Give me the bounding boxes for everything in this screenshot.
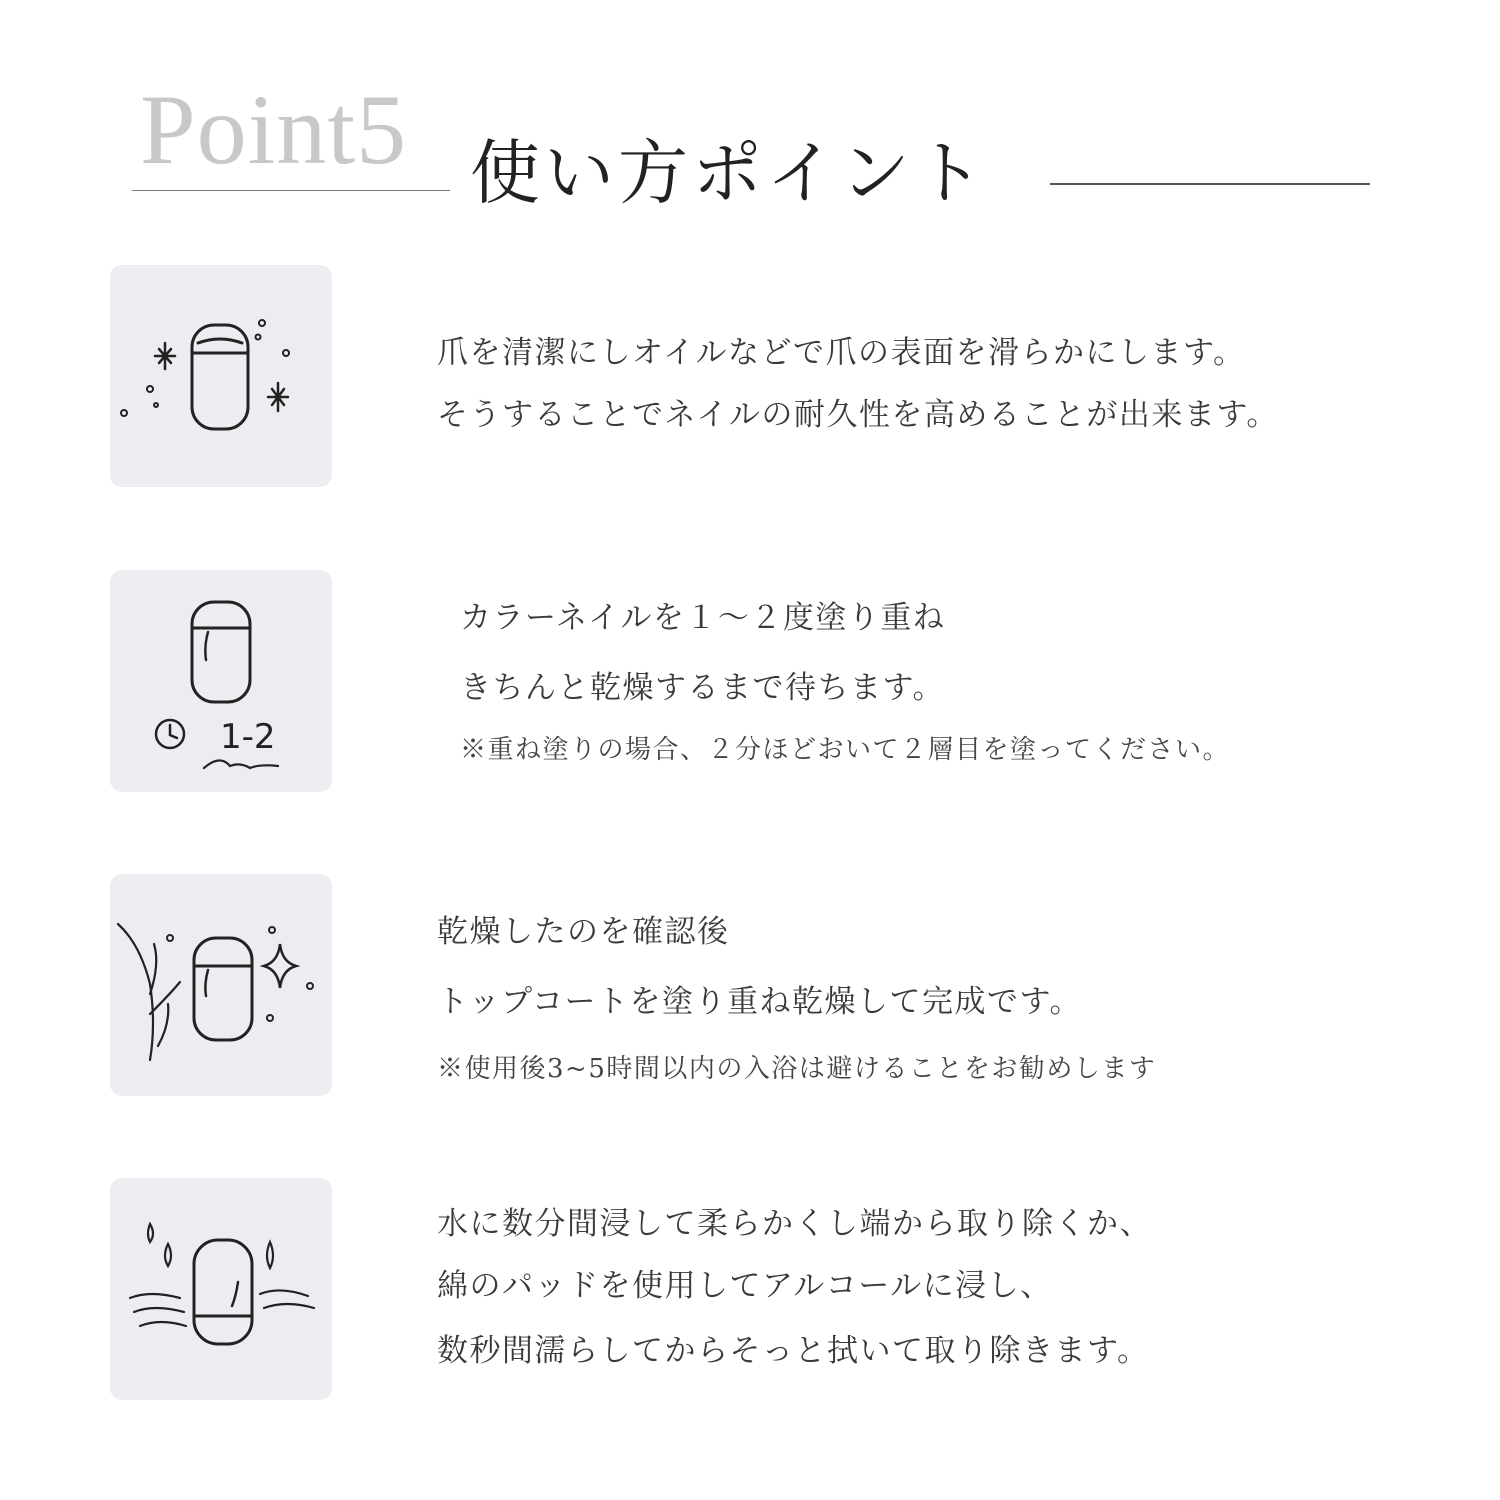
header: [0, 0, 1500, 240]
step-1-line-1: 爪を清潔にしオイルなどで爪の表面を滑らかにします。: [437, 335, 1246, 371]
nail-water-icon: [110, 1178, 332, 1400]
divider-left: [132, 190, 450, 191]
step-4-line-2: 綿のパッドを使用してアルコールに浸し、: [437, 1268, 1053, 1304]
step-2-line-2: きちんと乾燥するまで待ちます。: [460, 670, 946, 706]
point-number: Point5: [140, 74, 408, 185]
step-2-note: ※重ね塗りの場合、２分ほどおいて２層目を塗ってください。: [460, 735, 1231, 765]
step-1-line-2: そうすることでネイルの耐久性を高めることが出来ます。: [437, 397, 1279, 433]
nail-timer-icon: [110, 570, 332, 792]
nail-dry-icon: [110, 874, 332, 1096]
step-2-line-1: カラーネイルを１～２度塗り重ね: [460, 600, 946, 636]
nail-sparkle-icon: [110, 265, 332, 487]
page-title: 使い方ポイント: [470, 132, 988, 214]
timer-label: 1-2: [220, 717, 276, 757]
step-3-line-1: 乾燥したのを確認後: [437, 914, 730, 950]
divider-right: [1050, 183, 1370, 185]
step-3-line-2: トップコートを塗り重ね乾燥して完成です。: [437, 984, 1083, 1020]
step-4-line-3: 数秒間濡らしてからそっと拭いて取り除きます。: [437, 1333, 1150, 1369]
step-4-line-1: 水に数分間浸して柔らかくし端から取り除くか、: [437, 1206, 1152, 1242]
step-3-note: ※使用後3~5時間以内の入浴は避けることをお勧めします: [437, 1054, 1157, 1084]
